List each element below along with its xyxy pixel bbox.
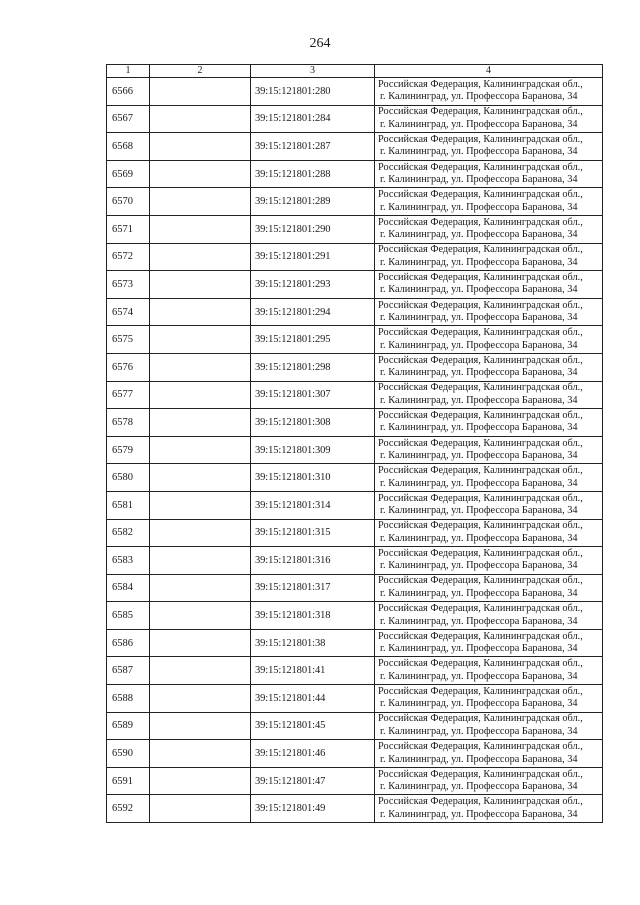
row-number: 6570 (107, 188, 150, 216)
empty-cell (150, 436, 251, 464)
cadastral-number: 39:15:121801:290 (251, 215, 375, 243)
address-line-1: Российская Федерация, Калининградская обл., (378, 465, 583, 477)
row-number: 6579 (107, 436, 150, 464)
address-line-2: г. Калининград, ул. Профессора Баранова, 34 (380, 698, 578, 710)
column-header: 4 (375, 65, 603, 78)
address-line-2: г. Калининград, ул. Профессора Баранова, 34 (380, 229, 578, 241)
column-header: 2 (150, 65, 251, 78)
row-number: 6589 (107, 712, 150, 740)
address-cell (375, 574, 603, 602)
empty-cell (150, 629, 251, 657)
address-line-1: Российская Федерация, Калининградская обл., (378, 382, 583, 394)
cadastral-number: 39:15:121801:318 (251, 602, 375, 630)
empty-cell (150, 188, 251, 216)
cadastral-number: 39:15:121801:47 (251, 767, 375, 795)
table-row (107, 298, 603, 326)
empty-cell (150, 491, 251, 519)
table-row (107, 188, 603, 216)
address-cell (375, 353, 603, 381)
address-line-1: Российская Федерация, Калининградская обл., (378, 244, 583, 256)
table-row (107, 491, 603, 519)
empty-cell (150, 602, 251, 630)
address-line-1: Российская Федерация, Калининградская обл., (378, 741, 583, 753)
cadastral-number: 39:15:121801:295 (251, 326, 375, 354)
address-line-1: Российская Федерация, Калининградская обл., (378, 299, 583, 311)
address-cell (375, 740, 603, 768)
address-line-2: г. Калининград, ул. Профессора Баранова, 34 (380, 477, 578, 489)
address-line-2: г. Калининград, ул. Профессора Баранова, 34 (380, 781, 578, 793)
cadastral-number: 39:15:121801:49 (251, 795, 375, 823)
address-line-1: Российская Федерация, Калининградская обл., (378, 547, 583, 559)
table-row (107, 574, 603, 602)
column-header: 1 (107, 65, 150, 78)
empty-cell (150, 381, 251, 409)
cadastral-number: 39:15:121801:38 (251, 629, 375, 657)
address-line-1: Российская Федерация, Калининградская обл., (378, 327, 583, 339)
row-number: 6582 (107, 519, 150, 547)
empty-cell (150, 105, 251, 133)
address-cell (375, 243, 603, 271)
address-line-1: Российская Федерация, Калининградская обл., (378, 685, 583, 697)
row-number: 6587 (107, 657, 150, 685)
address-line-1: Российская Федерация, Калининградская обл., (378, 603, 583, 615)
address-cell (375, 105, 603, 133)
empty-cell (150, 353, 251, 381)
table-row (107, 133, 603, 161)
address-line-2: г. Калининград, ул. Профессора Баранова, 34 (380, 339, 578, 351)
address-line-2: г. Калининград, ул. Профессора Баранова, 34 (380, 422, 578, 434)
table-row (107, 105, 603, 133)
cadastral-number: 39:15:121801:280 (251, 78, 375, 106)
table-row (107, 629, 603, 657)
address-line-1: Российская Федерация, Калининградская обл., (378, 354, 583, 366)
cadastral-number: 39:15:121801:289 (251, 188, 375, 216)
table-row (107, 215, 603, 243)
address-cell (375, 188, 603, 216)
cadastral-number: 39:15:121801:310 (251, 464, 375, 492)
empty-cell (150, 215, 251, 243)
cadastral-number: 39:15:121801:288 (251, 160, 375, 188)
empty-cell (150, 547, 251, 575)
empty-cell (150, 243, 251, 271)
address-line-2: г. Калининград, ул. Профессора Баранова, 34 (380, 753, 578, 765)
table-row (107, 602, 603, 630)
table-header (107, 65, 603, 78)
table-row (107, 547, 603, 575)
address-cell (375, 712, 603, 740)
address-cell (375, 547, 603, 575)
address-line-1: Российская Федерация, Калининградская обл., (378, 796, 583, 808)
row-number: 6590 (107, 740, 150, 768)
row-number: 6574 (107, 298, 150, 326)
address-line-2: г. Калининград, ул. Профессора Баранова, 34 (380, 118, 578, 130)
address-line-2: г. Калининград, ул. Профессора Баранова, 34 (380, 643, 578, 655)
table-row (107, 243, 603, 271)
empty-cell (150, 795, 251, 823)
table-row (107, 381, 603, 409)
empty-cell (150, 767, 251, 795)
address-line-1: Российская Федерация, Калининградская обл., (378, 768, 583, 780)
address-cell (375, 795, 603, 823)
cadastral-number: 39:15:121801:293 (251, 271, 375, 299)
row-number: 6568 (107, 133, 150, 161)
address-cell (375, 657, 603, 685)
address-cell (375, 326, 603, 354)
address-cell (375, 602, 603, 630)
address-line-2: г. Калининград, ул. Профессора Баранова, 34 (380, 505, 578, 517)
address-line-2: г. Калининград, ул. Профессора Баранова, 34 (380, 91, 578, 103)
empty-cell (150, 298, 251, 326)
empty-cell (150, 78, 251, 106)
registry-table (106, 64, 603, 823)
address-cell (375, 133, 603, 161)
address-line-2: г. Калининград, ул. Профессора Баранова, 34 (380, 615, 578, 627)
address-line-1: Российская Федерация, Калининградская обл., (378, 520, 583, 532)
table-row (107, 78, 603, 106)
row-number: 6591 (107, 767, 150, 795)
table-row (107, 353, 603, 381)
address-line-2: г. Калининград, ул. Профессора Баранова, 34 (380, 670, 578, 682)
row-number: 6567 (107, 105, 150, 133)
table-row (107, 436, 603, 464)
address-cell (375, 215, 603, 243)
table-row (107, 740, 603, 768)
address-line-1: Российская Федерация, Калининградская обл., (378, 409, 583, 421)
address-line-2: г. Калининград, ул. Профессора Баранова, 34 (380, 256, 578, 268)
row-number: 6585 (107, 602, 150, 630)
table-row (107, 657, 603, 685)
address-line-1: Российская Федерация, Калининградская обл., (378, 189, 583, 201)
row-number: 6572 (107, 243, 150, 271)
address-cell (375, 409, 603, 437)
table-row (107, 409, 603, 437)
address-line-2: г. Калининград, ул. Профессора Баранова, 34 (380, 560, 578, 572)
address-cell (375, 271, 603, 299)
row-number: 6576 (107, 353, 150, 381)
cadastral-number: 39:15:121801:44 (251, 685, 375, 713)
cadastral-number: 39:15:121801:298 (251, 353, 375, 381)
row-number: 6588 (107, 685, 150, 713)
table-row (107, 271, 603, 299)
row-number: 6586 (107, 629, 150, 657)
cadastral-number: 39:15:121801:316 (251, 547, 375, 575)
table-row (107, 464, 603, 492)
address-line-1: Российская Федерация, Калининградская обл., (378, 713, 583, 725)
empty-cell (150, 740, 251, 768)
address-line-2: г. Калининград, ул. Профессора Баранова, 34 (380, 808, 578, 820)
cadastral-number: 39:15:121801:309 (251, 436, 375, 464)
cadastral-number: 39:15:121801:294 (251, 298, 375, 326)
address-line-1: Российская Федерация, Калининградская обл., (378, 630, 583, 642)
table-row (107, 326, 603, 354)
empty-cell (150, 574, 251, 602)
address-line-1: Российская Федерация, Калининградская обл., (378, 106, 583, 118)
address-line-1: Российская Федерация, Калининградская обл., (378, 492, 583, 504)
row-number: 6578 (107, 409, 150, 437)
address-line-2: г. Калининград, ул. Профессора Баранова, 34 (380, 367, 578, 379)
address-line-1: Российская Федерация, Калининградская обл., (378, 161, 583, 173)
address-line-1: Российская Федерация, Калининградская обл., (378, 271, 583, 283)
cadastral-number: 39:15:121801:287 (251, 133, 375, 161)
address-line-2: г. Калининград, ул. Профессора Баранова, 34 (380, 725, 578, 737)
row-number: 6581 (107, 491, 150, 519)
page-number: 264 (309, 36, 331, 51)
address-line-1: Российская Федерация, Калининградская обл., (378, 216, 583, 228)
empty-cell (150, 160, 251, 188)
empty-cell (150, 712, 251, 740)
table-row (107, 795, 603, 823)
table-row (107, 160, 603, 188)
table-row (107, 767, 603, 795)
row-number: 6584 (107, 574, 150, 602)
cadastral-number: 39:15:121801:291 (251, 243, 375, 271)
address-line-2: г. Калининград, ул. Профессора Баранова, 34 (380, 312, 578, 324)
address-line-2: г. Калининград, ул. Профессора Баранова, 34 (380, 146, 578, 158)
cadastral-number: 39:15:121801:314 (251, 491, 375, 519)
address-cell (375, 685, 603, 713)
table-body (107, 78, 603, 823)
address-line-2: г. Калининград, ул. Профессора Баранова, 34 (380, 394, 578, 406)
row-number: 6566 (107, 78, 150, 106)
address-line-1: Российская Федерация, Калининградская обл., (378, 133, 583, 145)
address-cell (375, 464, 603, 492)
row-number: 6571 (107, 215, 150, 243)
empty-cell (150, 271, 251, 299)
row-number: 6573 (107, 271, 150, 299)
cadastral-number: 39:15:121801:284 (251, 105, 375, 133)
cadastral-number: 39:15:121801:41 (251, 657, 375, 685)
address-line-2: г. Калининград, ул. Профессора Баранова, 34 (380, 587, 578, 599)
empty-cell (150, 326, 251, 354)
cadastral-number: 39:15:121801:45 (251, 712, 375, 740)
header-row (107, 65, 603, 78)
address-cell (375, 629, 603, 657)
row-number: 6575 (107, 326, 150, 354)
address-cell (375, 436, 603, 464)
empty-cell (150, 657, 251, 685)
address-cell (375, 519, 603, 547)
address-cell (375, 491, 603, 519)
address-line-2: г. Калининград, ул. Профессора Баранова, 34 (380, 450, 578, 462)
row-number: 6569 (107, 160, 150, 188)
empty-cell (150, 409, 251, 437)
table-row (107, 685, 603, 713)
cadastral-number: 39:15:121801:46 (251, 740, 375, 768)
address-line-1: Российская Федерация, Калининградская обл., (378, 437, 583, 449)
address-cell (375, 78, 603, 106)
row-number: 6577 (107, 381, 150, 409)
address-line-2: г. Калининград, ул. Профессора Баранова, 34 (380, 174, 578, 186)
table-row (107, 519, 603, 547)
row-number: 6592 (107, 795, 150, 823)
table-row (107, 712, 603, 740)
empty-cell (150, 685, 251, 713)
cadastral-number: 39:15:121801:317 (251, 574, 375, 602)
address-line-2: г. Калининград, ул. Профессора Баранова, 34 (380, 284, 578, 296)
address-line-2: г. Калининград, ул. Профессора Баранова, 34 (380, 532, 578, 544)
empty-cell (150, 133, 251, 161)
address-cell (375, 381, 603, 409)
address-cell (375, 767, 603, 795)
address-line-1: Российская Федерация, Калининградская обл., (378, 78, 583, 90)
cadastral-number: 39:15:121801:315 (251, 519, 375, 547)
address-line-2: г. Калининград, ул. Профессора Баранова, 34 (380, 201, 578, 213)
cadastral-number: 39:15:121801:308 (251, 409, 375, 437)
address-cell (375, 298, 603, 326)
address-line-1: Российская Федерация, Калининградская обл., (378, 575, 583, 587)
empty-cell (150, 464, 251, 492)
empty-cell (150, 519, 251, 547)
column-header: 3 (251, 65, 375, 78)
cadastral-number: 39:15:121801:307 (251, 381, 375, 409)
row-number: 6580 (107, 464, 150, 492)
address-cell (375, 160, 603, 188)
row-number: 6583 (107, 547, 150, 575)
address-line-1: Российская Федерация, Калининградская обл., (378, 658, 583, 670)
